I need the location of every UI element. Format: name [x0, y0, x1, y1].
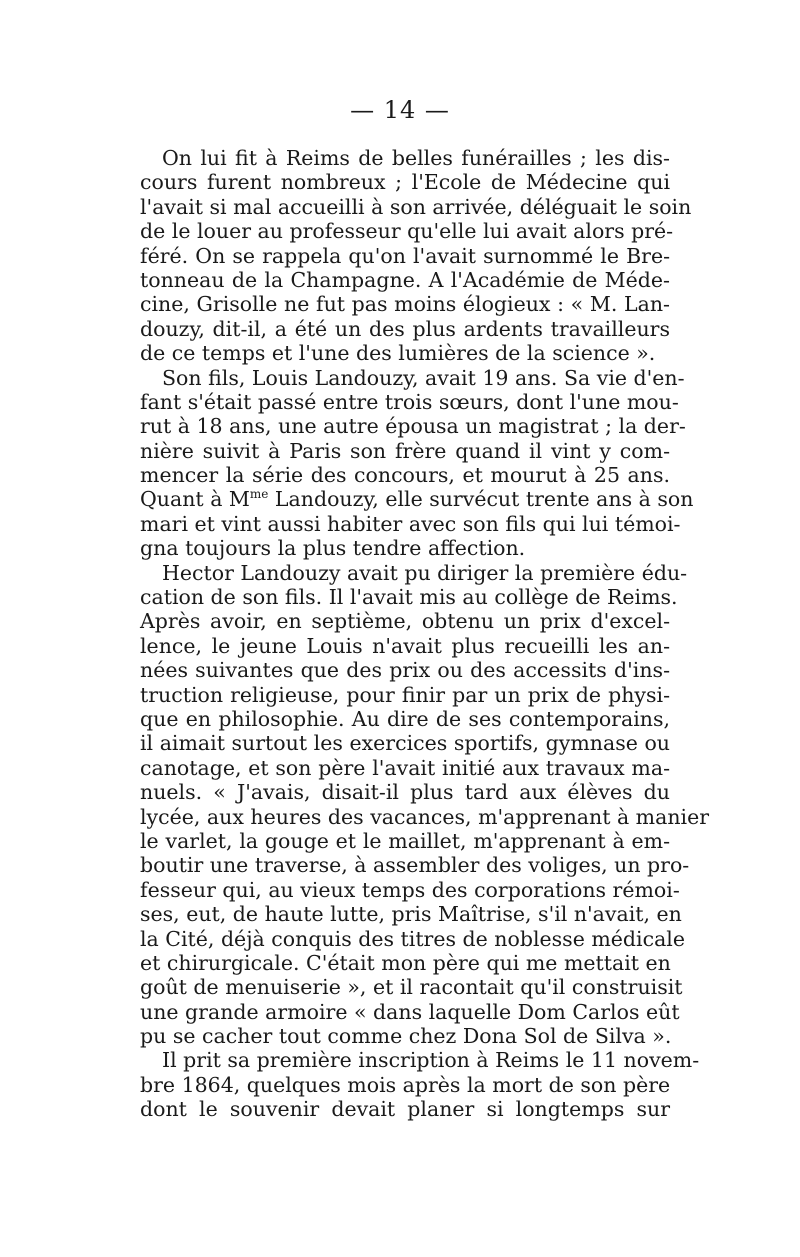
text-line: que en philosophie. Au dire de ses contemporains,: [140, 706, 670, 731]
page-number: — 14 —: [350, 96, 450, 124]
text-line: canotage, et son père l'avait initié aux travaux ma-: [140, 755, 670, 780]
text-line: il aimait surtout les exercices sportifs, gymnase ou: [140, 731, 670, 756]
text-line: On lui fit à Reims de belles funérailles ; les dis-: [162, 146, 670, 170]
text-line: nière suivit à Paris son frère quand il vint y com-: [140, 438, 670, 463]
superscript: me: [249, 487, 269, 502]
text-line: tonneau de la Champagne. A l'Académie de Méde-: [140, 267, 670, 292]
text-line: l'avait si mal accueilli à son arrivée, déléguait le soin: [140, 194, 692, 219]
text-line: rut à 18 ans, une autre épousa un magistrat ; la der-: [140, 414, 686, 439]
text-line: mencer la série des concours, et mourut à 25 ans.: [140, 463, 670, 488]
text-line: lence, le jeune Louis n'avait plus recueilli les an-: [140, 633, 670, 658]
text-line: féré. On se rappela qu'on l'avait surnommé le Bre-: [140, 243, 670, 268]
text-line: nuels. « J'avais, disait-il plus tard aux élèves du: [140, 780, 670, 805]
text-line: le varlet, la gouge et le maillet, m'apprenant à em-: [140, 828, 670, 853]
text-line: cine, Grisolle ne fut pas moins élogieux : « M. Lan-: [140, 292, 670, 317]
text-line: de ce temps et l'une des lumières de la science ».: [140, 341, 656, 366]
text-line: de le louer au professeur qu'elle lui avait alors pré-: [140, 219, 674, 244]
text-line: Après avoir, en septième, obtenu un prix d'excel-: [140, 609, 670, 634]
text-line: truction religieuse, pour finir par un prix de physi-: [140, 682, 670, 707]
text-line: la Cité, déjà conquis des titres de noblesse médicale: [140, 926, 685, 951]
text-line: douzy, dit-il, a été un des plus ardents travailleurs: [140, 316, 670, 341]
text-line: mari et vint aussi habiter avec son fils qui lui témoi-: [140, 511, 681, 536]
text-line: Son fils, Louis Landouzy, avait 19 ans. Sa vie d'en-: [162, 365, 685, 390]
text-line: nées suivantes que des prix ou des accessits d'ins-: [140, 658, 670, 683]
text-line: ses, eut, de haute lutte, pris Maîtrise, s'il n'avait, en: [140, 902, 682, 927]
text-line: [140, 487, 694, 512]
text-line: dont le souvenir devait planer si longtemps sur: [140, 1097, 670, 1122]
body-text: [140, 146, 710, 1122]
text-line: boutir une traverse, à assembler des voliges, un pro-: [140, 853, 690, 878]
text-line: pu se cacher tout comme chez Dona Sol de Silva ».: [140, 1024, 672, 1049]
text-line: lycée, aux heures des vacances, m'apprenant à manier: [140, 804, 710, 829]
text-line: fesseur qui, au vieux temps des corporations rémoi-: [140, 877, 680, 902]
text-line: cours furent nombreux ; l'Ecole de Médecine qui: [140, 170, 670, 195]
text-line: Il prit sa première inscription à Reims le 11 novem-: [162, 1048, 700, 1073]
text-fragment: Landouzy, elle survécut trente ans à son: [268, 487, 694, 512]
text-line: goût de menuiserie », et il racontait qu'il construisit: [140, 975, 683, 1000]
text-line: cation de son fils. Il l'avait mis au collège de Reims.: [140, 585, 678, 610]
text-line: fant s'était passé entre trois sœurs, dont l'une mou-: [140, 389, 679, 414]
text-line: bre 1864, quelques mois après la mort de son père: [140, 1072, 671, 1097]
text-line: gna toujours la plus tendre affection.: [140, 536, 526, 561]
text-fragment: Quant à M: [140, 487, 250, 512]
text-line: une grande armoire « dans laquelle Dom Carlos eût: [140, 999, 680, 1024]
text-line: Hector Landouzy avait pu diriger la première édu-: [162, 560, 688, 585]
text-line: et chirurgicale. C'était mon père qui me mettait en: [140, 950, 671, 975]
